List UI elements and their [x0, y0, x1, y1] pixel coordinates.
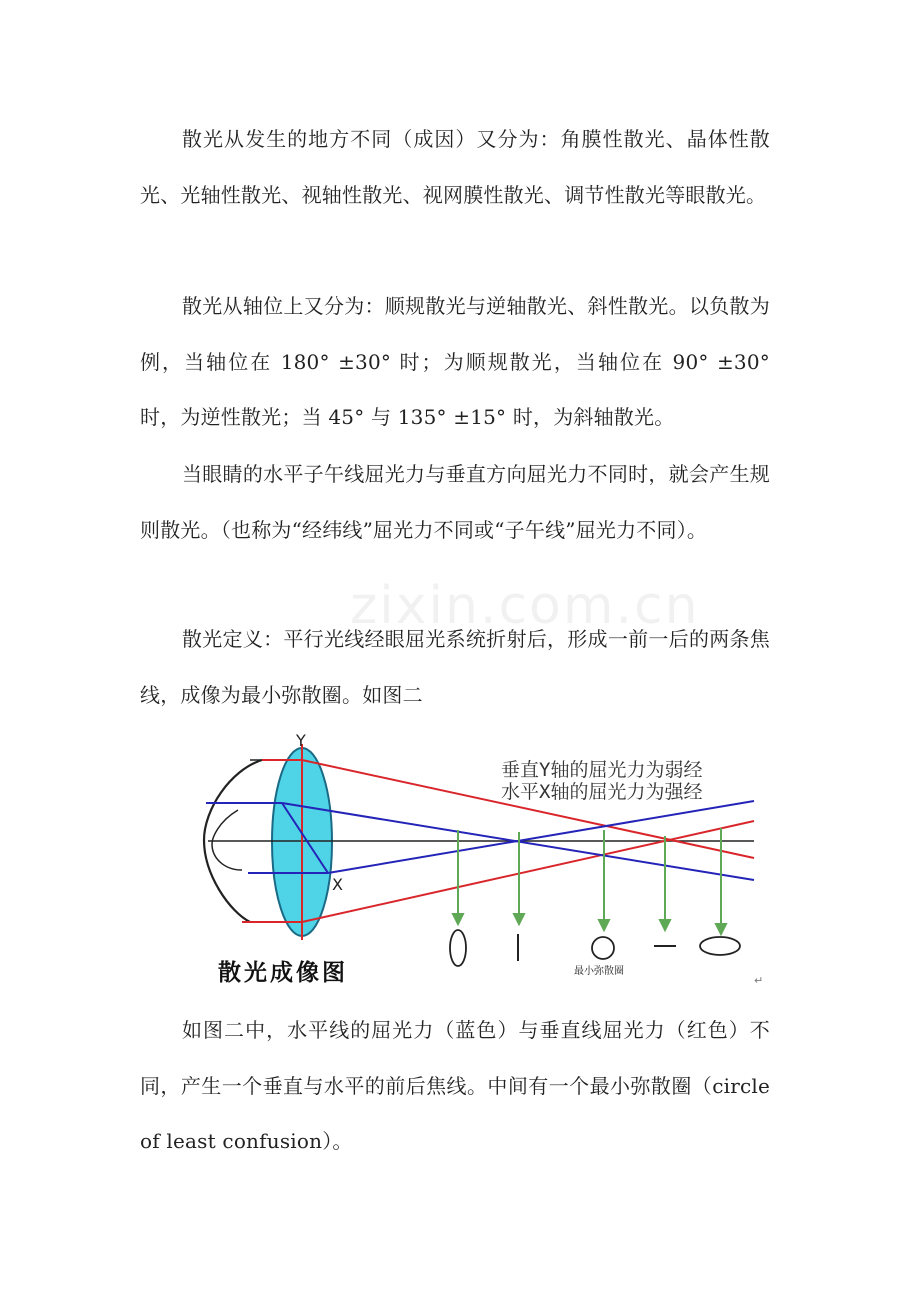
paragraph-regular-astigmatism: 当眼睛的水平子午线屈光力与垂直方向屈光力不同时，就会产生规则散光。（也称为“经纬线”屈光力不同或“子午线”屈光力不同）。: [140, 462, 770, 542]
horizontal-ellipse-image: [700, 937, 740, 955]
paragraph-figure-explanation: 如图二中，水平线的屈光力（蓝色）与垂直线屈光力（红色）不同，产生一个垂直与水平的前后焦线。中间有一个最小弥散圈（circle of least confusion）。: [140, 1018, 770, 1153]
least-confusion-label: 最小弥散圈: [574, 966, 624, 977]
astigmatism-imaging-figure: [190, 730, 770, 990]
eye-inner-curve: [212, 810, 242, 870]
return-mark: ↵: [754, 974, 764, 987]
paragraph-definition: 散光定义：平行光线经眼屈光系统折射后，形成一前一后的两条焦线，成像为最小弥散圈。如图二: [140, 627, 770, 707]
figure-caption: 散光成像图: [218, 959, 348, 986]
legend-line-2: 水平X轴的屈光力为强经: [501, 781, 703, 803]
axis-x-label: X: [332, 875, 343, 894]
axis-y-label: Y: [296, 731, 306, 750]
watermark: zixin.com.cn: [350, 576, 700, 636]
legend-line-1: 垂直Y轴的屈光力为弱经: [501, 759, 703, 781]
least-confusion-circle: [592, 937, 614, 959]
paragraph-causes: 散光从发生的地方不同（成因）又分为：角膜性散光、晶体性散光、光轴性散光、视轴性散光、视网膜性散光、调节性散光等眼散光。: [140, 127, 770, 207]
paragraph-axis-types: 散光从轴位上又分为：顺规散光与逆轴散光、斜性散光。以负散为例，当轴位在 180° ±30° 时；为顺规散光，当轴位在 90° ±30° 时，为逆性散光；当 45° 与 135° ±15° 时，为斜轴散光。: [140, 294, 770, 429]
vertical-ellipse-image: [450, 930, 466, 966]
